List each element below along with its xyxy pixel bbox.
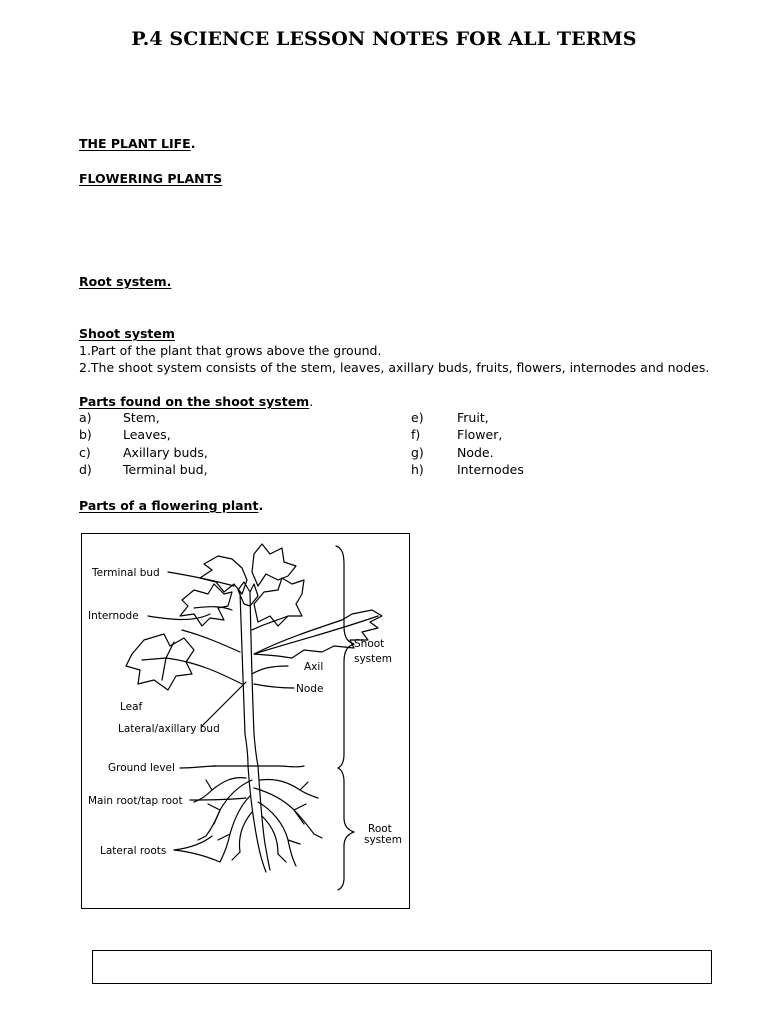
parts-shoot-list <box>79 410 699 480</box>
lateral-bud-pointer <box>202 682 246 726</box>
terminal-bud-pointer <box>168 572 234 586</box>
list-item: Leaves, <box>123 427 171 443</box>
subsection-heading-flowering-plants: FLOWERING PLANTS <box>79 171 223 186</box>
lateral-roots-pointer <box>174 836 212 850</box>
upper-left-leaf-vein <box>194 607 232 610</box>
parts-list-row <box>79 427 699 444</box>
parts-flowering-heading <box>79 498 263 513</box>
list-item: Internodes <box>457 462 524 478</box>
parts-flowering-heading-punct: . <box>258 498 264 513</box>
internode-pointer <box>148 614 210 620</box>
section-heading-plant-life <box>79 136 195 151</box>
list-item: Node. <box>457 444 494 460</box>
internode-label: Internode <box>88 610 139 622</box>
leaf-label: Leaf <box>120 701 143 713</box>
shoot-system-label-line2: system <box>354 653 392 665</box>
shoot-system-heading: Shoot system <box>79 326 175 341</box>
parts-shoot-heading <box>79 394 313 409</box>
lateral-root <box>206 780 252 836</box>
lateral-roots-label: Lateral roots <box>100 845 167 857</box>
list-letter: a) <box>79 410 92 425</box>
big-left-leaf-veins <box>142 642 174 680</box>
list-letter: e) <box>411 410 424 425</box>
mid-left-petiole <box>182 630 240 652</box>
list-letter: h) <box>411 462 424 478</box>
shoot-system-label-line1: Shoot <box>354 638 385 650</box>
section-title-punct: . <box>190 136 196 151</box>
lateral-root <box>260 779 318 798</box>
list-item: Terminal bud, <box>123 462 208 478</box>
node-label: Node <box>296 683 324 695</box>
main-root-pointer <box>190 798 246 800</box>
top-right-leaf <box>252 544 296 586</box>
root-system-brace <box>338 768 354 890</box>
list-item: Stem, <box>123 410 160 425</box>
parts-list-row <box>79 445 699 462</box>
lateral-root <box>240 812 253 852</box>
root-system-heading: Root system. <box>79 274 172 289</box>
list-item: Axillary buds, <box>123 444 208 460</box>
empty-bordered-box <box>92 950 712 984</box>
list-letter: g) <box>411 444 424 460</box>
big-left-leaf-petiole <box>166 658 242 684</box>
list-letter: d) <box>79 462 92 478</box>
terminal-bud-label: Terminal bud <box>92 567 160 579</box>
node-pointer <box>254 684 294 688</box>
parts-list-row <box>79 410 699 427</box>
lateral-bud-label: Lateral/axillary bud <box>118 723 220 735</box>
right-leaf <box>254 610 385 658</box>
main-root-label: Main root/tap root <box>88 795 183 807</box>
axil-label: Axil <box>304 661 324 673</box>
root-system-label-line2: system <box>364 834 402 846</box>
parts-flowering-heading-text: Parts of a flowering plant <box>79 498 259 513</box>
lateral-root <box>220 796 250 862</box>
section-title-text: THE PLANT LIFE <box>79 136 191 151</box>
list-letter: b) <box>79 427 92 443</box>
big-left-leaf <box>126 634 194 690</box>
list-item: Flower, <box>457 427 503 443</box>
shoot-system-point-2: 2.The shoot system consists of the stem, leaves, axillary buds, fruits, flowers, internodes and nodes. <box>79 360 710 375</box>
parts-list-row <box>79 462 699 479</box>
ground-level-label: Ground level <box>108 762 175 774</box>
flowering-plant-diagram <box>82 534 409 908</box>
list-letter: f) <box>411 427 421 443</box>
shoot-system-point-1: 1.Part of the plant that grows above the ground. <box>79 343 382 358</box>
tap-root-left <box>248 766 266 872</box>
axil-pointer <box>252 666 288 674</box>
ground-level-pointer <box>180 766 216 768</box>
root-system-label-line1: Root <box>368 823 392 835</box>
list-item: Fruit, <box>457 410 489 425</box>
list-letter: c) <box>79 444 91 460</box>
shoot-system-brace <box>336 546 354 768</box>
stem-line-left <box>240 592 248 766</box>
lateral-roots-pointer-2 <box>174 850 220 862</box>
parts-shoot-heading-punct: . <box>309 394 314 409</box>
page-title: P.4 SCIENCE LESSON NOTES FOR ALL TERMS <box>131 28 637 50</box>
plant-diagram-frame <box>81 533 410 909</box>
parts-shoot-heading-text: Parts found on the shoot system <box>79 394 310 409</box>
